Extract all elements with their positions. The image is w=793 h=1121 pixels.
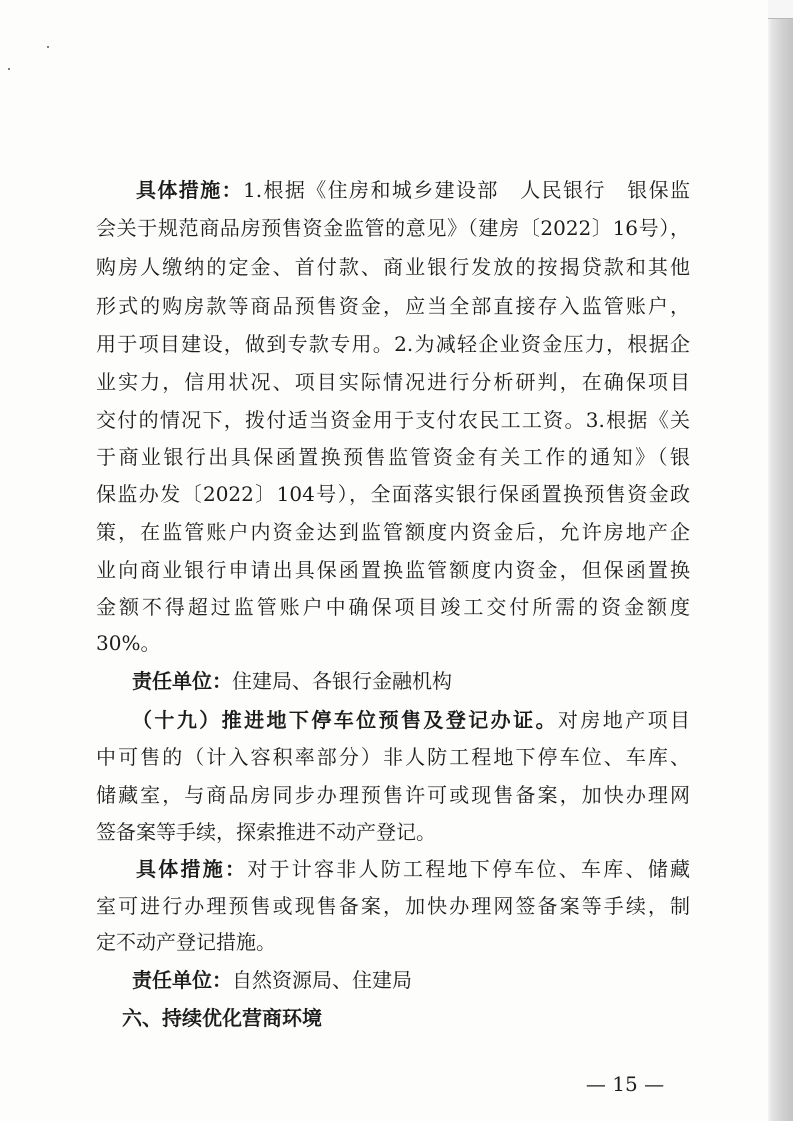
section-heading — [122, 1004, 690, 1032]
text-line — [136, 176, 690, 204]
scan-dot — [47, 46, 49, 48]
bold-label: 责任单位： — [132, 968, 232, 992]
text-line — [96, 330, 690, 358]
text-line — [96, 629, 690, 657]
line-text: 形式的购房款等商品预售资金，应当全部直接存入监管账户， — [96, 294, 690, 318]
text-line — [96, 928, 690, 956]
responsible-unit-line — [132, 667, 690, 695]
line-text: 储藏室，与商品房同步办理预售许可或现售备案，加快办理网 — [96, 783, 690, 807]
line-text: 对于计容非人防工程地下停车位、车库、储藏 — [247, 857, 690, 881]
line-text: 1.根据《住房和城乡建设部 人民银行 银保监 — [242, 178, 690, 202]
line-text: 保监办发〔2022〕104号），全面落实银行保函置换预售资金政 — [96, 482, 690, 506]
text-line — [96, 556, 690, 584]
line-text: 购房人缴纳的定金、首付款、商业银行发放的按揭贷款和其他 — [96, 255, 690, 279]
line-text: 交付的情况下，拨付适当资金用于支付农民工工资。3.根据《关 — [96, 408, 690, 432]
scan-edge — [768, 0, 793, 1121]
text-line — [96, 292, 690, 320]
text-line — [96, 406, 690, 434]
line-text: 业实力，信用状况、项目实际情况进行分析研判，在确保项目 — [96, 370, 690, 394]
text-line — [96, 443, 690, 471]
line-text: 自然资源局、住建局 — [232, 968, 412, 992]
text-line — [96, 518, 690, 546]
bold-label: 具体措施： — [136, 857, 248, 881]
line-text: 用于项目建设，做到专款专用。2.为减轻企业资金压力，根据企 — [96, 332, 690, 356]
bold-label: 六、持续优化营商环境 — [122, 1006, 322, 1030]
line-text: 金额不得超过监管账户中确保项目竣工交付所需的资金额度 — [96, 595, 690, 619]
text-line — [96, 214, 690, 242]
line-text: 30%。 — [96, 631, 161, 655]
bold-label: 责任单位： — [132, 669, 232, 693]
scan-dot — [8, 68, 10, 70]
text-line — [96, 253, 690, 281]
page-number: — 15 — — [585, 1072, 665, 1096]
line-text: 签备案等手续，探索推进不动产登记。 — [96, 820, 436, 844]
line-text: 中可售的（计入容积率部分）非人防工程地下停车位、车库、 — [96, 745, 690, 769]
text-line — [96, 781, 690, 809]
line-text: 于商业银行出具保函置换预售监管资金有关工作的通知》（银 — [96, 445, 690, 469]
text-line — [96, 593, 690, 621]
line-text: 业向商业银行申请出具保函置换监管额度内资金，但保函置换 — [96, 558, 690, 582]
text-line — [96, 743, 690, 771]
bold-label: （十九）推进地下停车位预售及登记办证。 — [132, 708, 558, 732]
line-text: 住建局、各银行金融机构 — [232, 669, 452, 693]
line-text: 策，在监管账户内资金达到监管额度内资金后，允许房地产企 — [96, 520, 690, 544]
line-text: 定不动产登记措施。 — [96, 930, 276, 954]
section-heading-line — [132, 706, 690, 734]
text-line — [96, 368, 690, 396]
text-line — [96, 480, 690, 508]
responsible-unit-line — [132, 966, 690, 994]
text-line — [96, 818, 690, 846]
scan-edge-top — [768, 0, 793, 19]
line-text: 室可进行办理预售或现售备案，加快办理网签备案等手续，制 — [96, 894, 690, 918]
bold-label: 具体措施： — [136, 178, 243, 202]
text-line — [96, 892, 690, 920]
line-text: 对房地产项目 — [557, 708, 691, 732]
text-line — [136, 855, 690, 883]
line-text: 会关于规范商品房预售资金监管的意见》（建房〔2022〕16号）， — [96, 216, 690, 240]
